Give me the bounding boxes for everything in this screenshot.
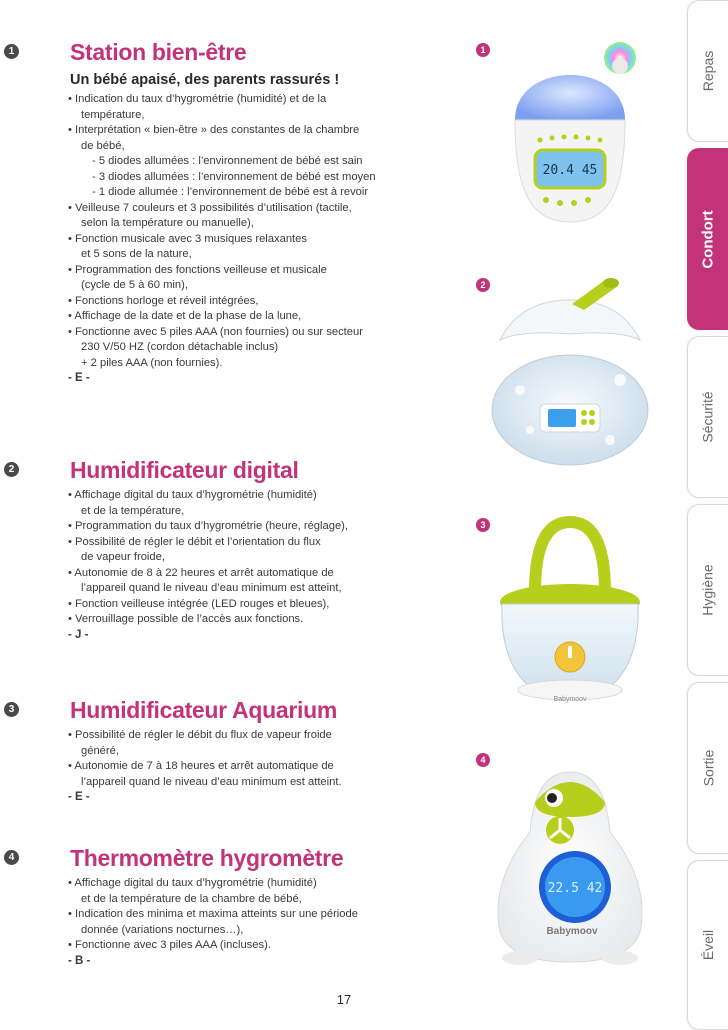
description-line: - 5 diodes allumées : l’environnement de bébé est sain [92, 155, 363, 167]
description-line: • Indication du taux d’hygrométrie (humidité) et de la [68, 93, 327, 105]
section-number-badge: 3 [4, 702, 19, 717]
tab-condort[interactable] [687, 148, 728, 330]
tab-label: Sortie [699, 749, 716, 787]
description-line: • Fonctionne avec 3 piles AAA (incluses). [68, 939, 271, 951]
description-line: • Fonctionne avec 5 piles AAA (non fournies) ou sur secteur [68, 325, 363, 338]
description-line: 230 V/50 HZ (cordon détachable inclus) [81, 341, 279, 353]
price-code: - J - [68, 628, 89, 641]
tab-label: Repas [700, 50, 716, 92]
section-description [40, 92, 420, 387]
description-line: • Autonomie de 8 à 22 heures et arrêt automatique de [68, 566, 334, 579]
description-line: • Interprétation « bien-être » des constantes de la chambre [68, 124, 360, 136]
section-title: Station bien-être [70, 39, 247, 65]
description-line: • Programmation des fonctions veilleuse et musicale [68, 263, 327, 276]
description-line: • Programmation du taux d’hygrométrie (heure, réglage), [68, 520, 349, 532]
description-line: selon la température ou manuelle), [81, 217, 254, 229]
display-readout: 22.5 42 [547, 881, 603, 896]
description-line: généré, [81, 744, 119, 757]
section-description [40, 876, 420, 969]
section-humidificateur-aquarium [8, 696, 420, 806]
description-line: de vapeur froide, [81, 551, 165, 563]
description-line: • Fonction musicale avec 3 musiques relaxantes [68, 232, 307, 245]
description-line: • Autonomie de 7 à 18 heures et arrêt automatique de [68, 760, 334, 772]
description-line: température, [81, 108, 145, 121]
description-line: de bébé, [81, 139, 125, 152]
side-tab-bar [684, 0, 728, 1028]
tab-label: Éveil [699, 929, 716, 961]
section-description [40, 728, 420, 806]
tab-eveil[interactable] [687, 860, 728, 1030]
description-line: donnée (variations nocturnes…), [81, 923, 244, 936]
description-line: • Possibilité de régler le débit et l’orientation du flux [68, 535, 321, 548]
description-line: • Indication des minima et maxima atteints sur une période [68, 908, 358, 920]
display-readout: 20.4 45 [542, 163, 598, 178]
price-code: - B - [68, 954, 91, 967]
image-number-badge: 2 [476, 278, 490, 292]
image-number-badge: 1 [476, 43, 490, 57]
section-description [40, 488, 420, 643]
tab-sortie[interactable] [687, 682, 728, 854]
description-line: • Veilleuse 7 couleurs et 3 possibilités d’utilisation (tactile, [68, 201, 352, 214]
image-number-badge: 3 [476, 518, 490, 532]
price-code: - E - [68, 791, 90, 803]
page-number: 17 [336, 992, 352, 1007]
section-thermometre-hygrometre [8, 844, 420, 969]
description-line: • Affichage digital du taux d’hygrométrie (humidité) [68, 877, 317, 889]
section-number-badge: 1 [4, 44, 19, 59]
section-title: Humidificateur digital [70, 457, 299, 483]
description-line: - 3 diodes allumées : l’environnement de bébé est moyen [92, 170, 376, 183]
section-title: Thermomètre hygromètre [70, 845, 344, 871]
image-number-badge: 4 [476, 753, 490, 767]
description-line: l’appareil quand le niveau d’eau minimum est atteint. [81, 775, 342, 788]
description-line: • Verrouillage possible de l’accès aux fonctions. [68, 613, 304, 625]
section-station-bien-etre [8, 38, 420, 387]
section-number-badge: 2 [4, 462, 19, 477]
brand-label: Babymoov [553, 696, 587, 703]
tab-label: Condort [699, 209, 717, 269]
description-line: et 5 sons de la nature, [81, 248, 192, 260]
description-line: et de la température, [81, 504, 185, 517]
description-line: + 2 piles AAA (non fournies). [81, 356, 223, 369]
description-line: (cycle de 5 à 60 min), [81, 279, 188, 291]
tab-securite[interactable] [687, 336, 728, 498]
tab-label: Hygiène [700, 564, 716, 616]
description-line: • Fonction veilleuse intégrée (LED rouges et bleues), [68, 597, 330, 610]
description-line: • Fonctions horloge et réveil intégrées, [68, 294, 259, 307]
description-line: et de la température de la chambre de bébé, [81, 892, 302, 905]
tab-label: Sécurité [700, 391, 717, 443]
description-line: • Affichage digital du taux d’hygrométrie (humidité) [68, 489, 317, 501]
product-image-station-bien-etre [480, 40, 660, 240]
tab-hygiene[interactable] [687, 504, 728, 676]
section-number-badge: 4 [4, 850, 19, 865]
description-line: - 1 diode allumée : l’environnement de bébé est à revoir [92, 186, 369, 198]
description-line: l’appareil quand le niveau d’eau minimum est atteint, [81, 582, 342, 594]
brand-label: Babymoov [546, 926, 598, 937]
product-image-humidificateur-aquarium [480, 512, 660, 712]
product-image-thermometre-hygrometre [480, 762, 660, 972]
product-image-humidificateur-digital [480, 270, 660, 470]
tab-repas[interactable] [687, 0, 728, 142]
description-line: • Affichage de la date et de la phase de la lune, [68, 310, 302, 322]
price-code: - E - [68, 372, 90, 384]
description-line: • Possibilité de régler le débit du flux de vapeur froide [68, 729, 332, 741]
section-title: Humidificateur Aquarium [70, 697, 338, 723]
section-subtitle: Un bébé apaisé, des parents rassurés ! [70, 72, 340, 88]
section-humidificateur-digital [8, 456, 420, 643]
